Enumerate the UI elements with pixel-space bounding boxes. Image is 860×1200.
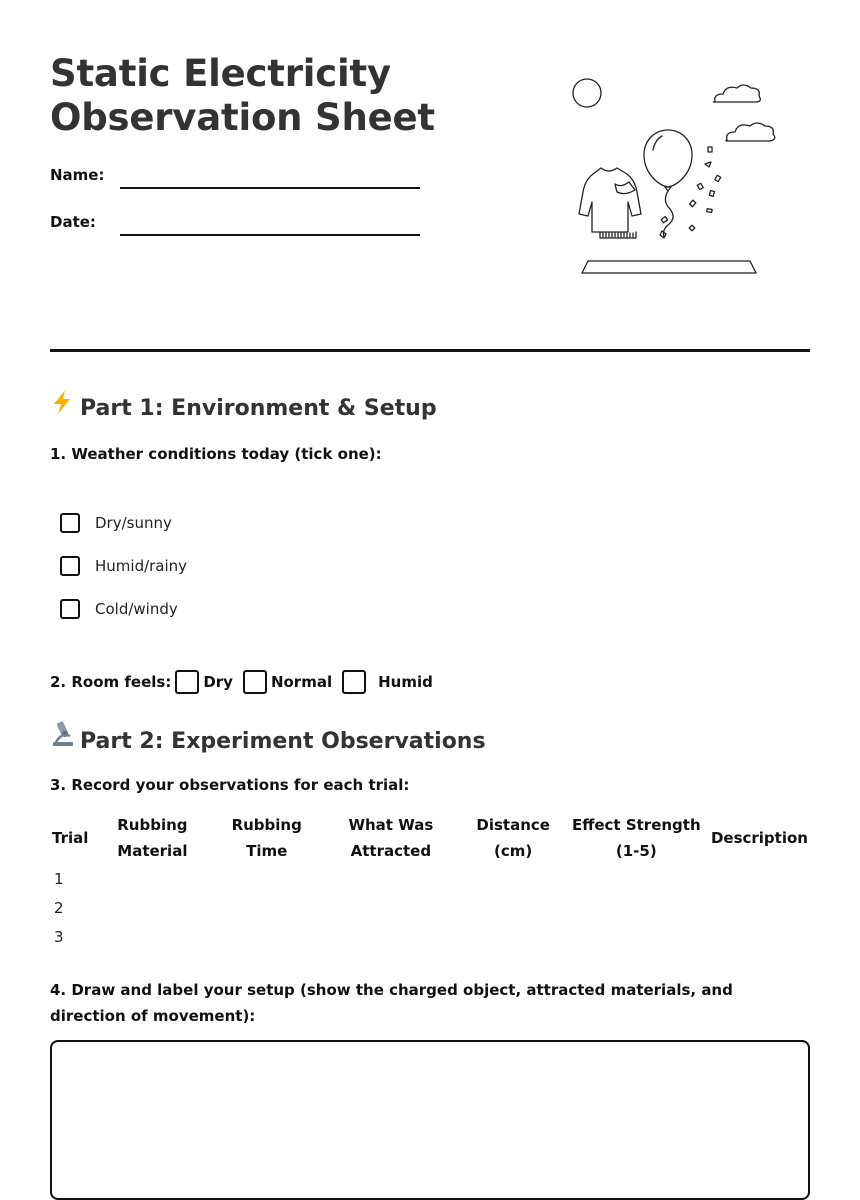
table-cell[interactable] — [319, 864, 463, 893]
question-1: 1. Weather conditions today (tick one): — [50, 445, 382, 463]
column-header: Distance (cm) — [476, 816, 550, 860]
table-cell[interactable] — [564, 922, 709, 951]
column-header: Effect Strength (1-5) — [571, 816, 701, 860]
room-option-label: Humid — [378, 673, 433, 691]
observations-table — [50, 812, 810, 951]
weather-option-label: Dry/sunny — [95, 514, 172, 532]
weather-option-dry-sunny[interactable] — [60, 511, 172, 535]
checkbox[interactable] — [60, 556, 80, 576]
part2-heading-text: Part 2: Experiment Observations — [80, 729, 486, 754]
table-cell[interactable] — [90, 893, 214, 922]
table-cell[interactable] — [463, 864, 564, 893]
date-field[interactable] — [120, 234, 420, 236]
title-line-2: Observation Sheet — [50, 96, 435, 139]
page-title — [50, 52, 435, 140]
trial-number: 1 — [54, 869, 64, 888]
microscope-icon — [50, 720, 80, 754]
name-field[interactable] — [120, 187, 420, 189]
trial-number: 3 — [54, 927, 64, 946]
question-2-label: 2. Room feels: — [50, 673, 172, 691]
table-cell[interactable] — [709, 893, 810, 922]
checkbox[interactable] — [60, 599, 80, 619]
table-row — [50, 864, 810, 893]
table-cell[interactable] — [319, 893, 463, 922]
table-row — [50, 922, 810, 951]
table-row — [50, 893, 810, 922]
room-dry-checkbox[interactable] — [175, 670, 199, 694]
table-cell[interactable] — [463, 893, 564, 922]
balloon-icon — [644, 130, 692, 187]
date-label: Date: — [50, 213, 96, 231]
column-header: Description — [710, 829, 808, 847]
sun-icon — [573, 79, 601, 107]
sweater-icon — [579, 168, 641, 232]
weather-option-humid-rainy[interactable] — [60, 554, 187, 578]
table-cell[interactable] — [90, 864, 214, 893]
section-divider — [50, 349, 810, 352]
cloud-icon — [713, 85, 760, 102]
name-label: Name: — [50, 166, 105, 184]
weather-option-label: Humid/rainy — [95, 557, 188, 575]
table-header-row — [50, 812, 810, 864]
column-header: What Was Attracted — [348, 816, 434, 860]
table-cell[interactable] — [319, 922, 463, 951]
column-header: Trial — [52, 829, 89, 847]
table-cell[interactable] — [214, 864, 319, 893]
table-cell[interactable] — [214, 922, 319, 951]
table-cell[interactable] — [709, 864, 810, 893]
title-line-1: Static Electricity — [50, 52, 391, 95]
static-experiment-illustration — [565, 70, 795, 285]
room-option-label: Dry — [203, 673, 233, 691]
table-cell[interactable] — [709, 922, 810, 951]
table-cell[interactable] — [214, 893, 319, 922]
room-humid-checkbox[interactable] — [342, 670, 366, 694]
part1-heading-text: Part 1: Environment & Setup — [80, 396, 437, 421]
column-header: Rubbing Time — [231, 816, 302, 860]
question-4: 4. Draw and label your setup (show the charged object, attracted materials, and direction of movement): — [50, 981, 733, 1025]
cloud-icon — [726, 123, 775, 141]
table-cell[interactable] — [90, 922, 214, 951]
trial-number: 2 — [54, 898, 64, 917]
drawing-area[interactable] — [50, 1040, 810, 1200]
checkbox[interactable] — [60, 513, 80, 533]
question-3: 3. Record your observations for each trial: — [50, 776, 410, 794]
weather-option-cold-windy[interactable] — [60, 597, 178, 621]
room-feels-row — [50, 669, 439, 695]
mat-icon — [582, 261, 756, 273]
weather-option-label: Cold/windy — [95, 600, 178, 618]
table-cell[interactable] — [564, 864, 709, 893]
part2-heading — [50, 720, 486, 754]
room-normal-checkbox[interactable] — [243, 670, 267, 694]
part1-heading — [50, 389, 437, 421]
table-cell[interactable] — [564, 893, 709, 922]
table-cell[interactable] — [463, 922, 564, 951]
column-header: Rubbing Material — [117, 816, 188, 860]
room-option-label: Normal — [270, 673, 333, 691]
lightning-icon — [50, 389, 80, 421]
